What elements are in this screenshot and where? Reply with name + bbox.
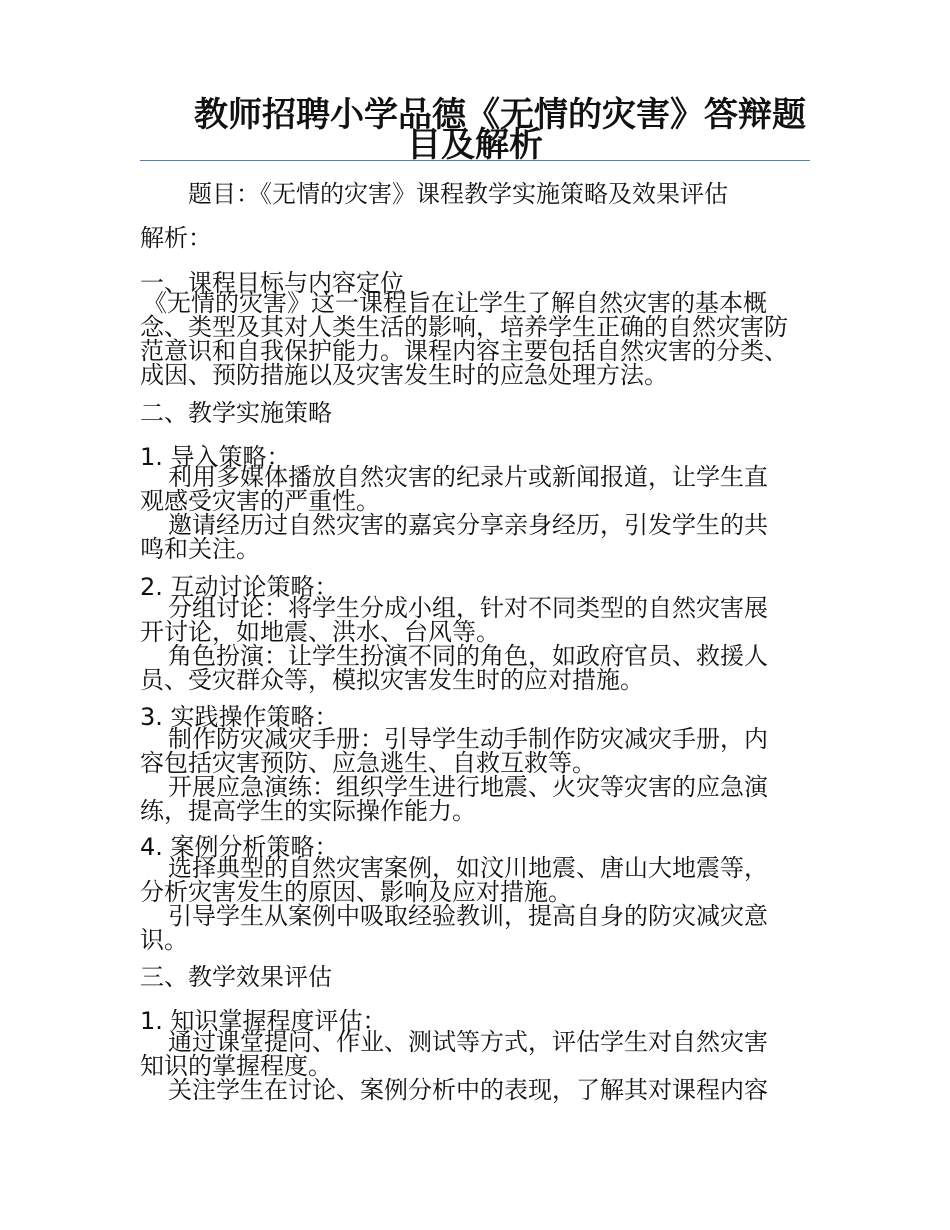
paragraph-line: 选择典型的自然灾害案例，如汶川地震、唐山大地震等， [168,854,768,882]
paragraph-line: 制作防灾减灾手册：引导学生动手制作防灾减灾手册，内 [168,725,768,753]
paragraph-line: 利用多媒体播放自然灾害的纪录片或新闻报道，让学生直 [168,463,768,491]
section-heading-objectives: 一、课程目标与内容定位 [140,269,404,297]
paragraph-line: 引导学生从案例中吸取经验教训，提高自身的防灾减灾意 [168,902,768,930]
document-title [140,95,810,165]
section-objectives-paragraph [140,291,820,387]
subsection-heading: 3. 实践操作策略： [140,703,339,731]
paragraph-line: 知识的掌握程度。 [140,1052,332,1080]
subsection-paragraph [140,465,820,561]
subsection-paragraph [140,727,820,823]
paragraph-line: 分组讨论：将学生分成小组，针对不同类型的自然灾害展 [168,594,768,622]
paragraph-line: 邀请经历过自然灾害的嘉宾分享亲身经历，引发学生的共 [168,511,768,539]
subsection-paragraph [140,596,820,692]
paragraph-line: 关注学生在讨论、案例分析中的表现，了解其对课程内容 [168,1076,768,1104]
paragraph-line: 《无情的灾害》这一课程旨在让学生了解自然灾害的基本概 [143,289,767,317]
section-heading-strategies: 二、教学实施策略 [140,399,332,427]
analysis-label: 解析： [140,224,212,252]
paragraph-line: 识。 [140,926,188,954]
paragraph-line: 分析灾害发生的原因、影响及应对措施。 [140,878,572,906]
subsection-heading: 2. 互动讨论策略： [140,573,339,601]
title-underline [140,160,810,161]
subsection-heading: 1. 导入策略： [140,443,291,471]
paragraph-line: 开展应急演练：组织学生进行地震、火灾等灾害的应急演 [168,773,768,801]
paragraph-line: 成因、预防措施以及灾害发生时的应急处理方法。 [140,361,668,389]
title-line-1: 教师招聘小学品德《无情的灾害》答辩题 [194,95,806,135]
paragraph-line: 员、受灾群众等，模拟灾害发生时的应对措施。 [140,666,644,694]
paragraph-line: 角色扮演：让学生扮演不同的角色，如政府官员、救援人 [168,642,768,670]
subsection-paragraph [140,856,820,952]
section-heading-evaluation: 三、教学效果评估 [140,963,332,991]
subsection-heading: 1. 知识掌握程度评估： [140,1007,387,1035]
topic-line: 题目：《无情的灾害》课程教学实施策略及效果评估 [188,180,728,208]
subsection-paragraph [140,1030,820,1102]
paragraph-line: 念、类型及其对人类生活的影响，培养学生正确的自然灾害防 [140,313,788,341]
paragraph-line: 容包括灾害预防、应急逃生、自救互救等。 [140,749,596,777]
paragraph-line: 练，提高学生的实际操作能力。 [140,797,476,825]
paragraph-line: 开讨论，如地震、洪水、台风等。 [140,618,500,646]
paragraph-line: 通过课堂提问、作业、测试等方式，评估学生对自然灾害 [168,1028,768,1056]
subsection-heading: 4. 案例分析策略： [140,833,339,861]
paragraph-line: 鸣和关注。 [140,535,260,563]
paragraph-line: 观感受灾害的严重性。 [140,487,380,515]
paragraph-line: 范意识和自我保护能力。课程内容主要包括自然灾害的分类、 [140,337,788,365]
title-line-2: 目及解析 [407,125,543,165]
